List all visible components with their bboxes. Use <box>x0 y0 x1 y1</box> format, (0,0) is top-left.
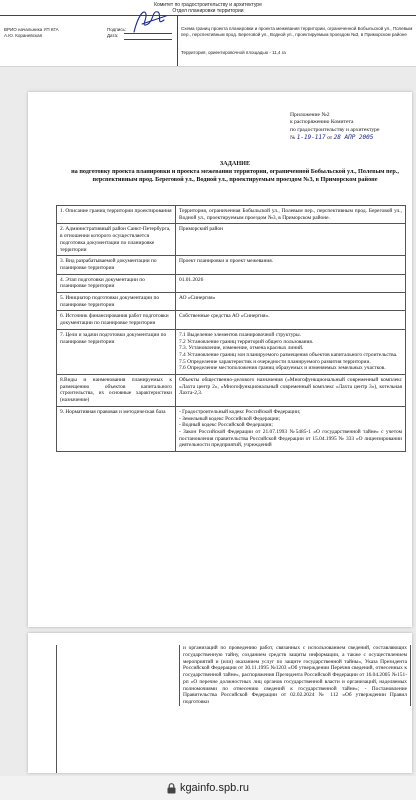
row-label: 6. Источник финансирования работ подготовки документации по планировке территории <box>57 311 176 329</box>
approval-header <box>0 2 416 14</box>
task-table <box>56 205 406 452</box>
table-row <box>57 406 406 451</box>
table-row <box>57 293 406 311</box>
task-title <box>70 160 400 184</box>
appendix-block <box>290 112 408 143</box>
row-value: Проект планировки и проект межевания. <box>176 256 406 274</box>
row-label: 9. Нормативная правовая и методическая база <box>57 406 176 451</box>
date-label: Дата: <box>107 33 119 38</box>
document-page-1 <box>28 92 412 627</box>
order-date: 28 АПР 2005 <box>333 134 374 142</box>
appendix-line3: по градостроительству и архитектуре <box>290 126 380 133</box>
approval-sheet <box>0 0 416 67</box>
row-label: 7. Цели и задачи подготовки документации по планировке территории <box>57 329 176 374</box>
department-name: Отдел планировки территории <box>172 8 244 14</box>
browser-address-bar[interactable] <box>0 776 416 800</box>
committee-name: Комитет по градостроительству и архитектуре <box>154 2 262 8</box>
column-divider <box>177 16 178 66</box>
row-label: 2. Административный район Санкт-Петербурга, в отношении которого осуществляется подготовка документации по планировке территории <box>57 224 176 256</box>
header-divider <box>0 15 416 16</box>
table-row <box>57 256 406 274</box>
sign-label: Подпись: <box>107 27 127 32</box>
task-subheading: на подготовку проекта планировки и проекта межевания территории, ограниченной Бобыльской ул., Полевым пер., перспективным прод. Береговой ул., Водной ул., проектируемым проездом №3, в Приморском районе <box>71 168 399 183</box>
row-value: Территория, ограниченная Бобыльской ул., Полевым пер., перспективным прод. Береговой ул., Водной ул., проектируемым проездом №3, в Приморском районе. <box>176 206 406 224</box>
row-value: АО «Синергия» <box>176 293 406 311</box>
row-value: 7.1 Выделение элементов планировочной структуры. 7.2 Установление границ территорий общего пользования. 7.3. Установление, изменение, отмена красных линий. 7.4 Установление границ зон планируемого размещения объектов капитального строительства. 7.5 Определение характеристик и очередности планируемого развития территории. 7.6 Определение местоположения границ образуемых и изменяемых земельных участков. <box>176 329 406 374</box>
row-value: - Градостроительный кодекс Российской Федерации; - Земельный кодекс Российской Федерации; - Водный кодекс Российской Федерации; - Закон Российской Федерации от 21.07.1993 №5485-1 «О государственной тайне» с учетом постановления правительства Российской Федерации от 15.04.1995 № 333 «О лицензировании деятельности предприятий, учреждений <box>176 406 406 451</box>
signer-name: А.Ю. Кораневская <box>4 33 43 38</box>
row-value: Объекты общественно-делового назначения («Многофункциональный современный комплекс «Лахта центр 2», «Многофункциональный современный комплекс «Лахта центр 3»), котельная Лахта-2,3. <box>176 375 406 407</box>
continued-legal-text: и организаций по проведению работ, связанных с использованием сведений, составляющих государственную тайну, созданием средств защиты информации, а также с осуществлением мероприятий и (или) оказанием услуг по защите государственной тайны», Указа Президента Российской Федерации от 30.11.1995 №1203 «Об утверждении Перечня сведений, отнесенных к государственной тайне», распоряжения Президента Российской Федерации от 16.04.2005 №151-рп «О перечне должностных лиц органов государственной власти и организаций, наделяемых полномочиями по отнесению сведений к государственной тайне»; - Постановление Правительства Российской Федерации от 02.02.2024 № 112 «Об утверждении Правил подготовки <box>179 645 411 706</box>
signer-position: ВРИО начальника УП КГА <box>4 27 59 32</box>
table-row <box>57 375 406 407</box>
table-row <box>57 311 406 329</box>
row-label: 1. Описание границ территории проектирования <box>57 206 176 224</box>
date-line <box>124 39 172 40</box>
lock-icon <box>167 783 176 794</box>
row-value: 01.01.2026 <box>176 274 406 292</box>
row-label: 3. Вид разрабатываемой документации по планировке территории <box>57 256 176 274</box>
row-label: 5. Инициатор подготовки документации по планировке территории <box>57 293 176 311</box>
row-value: Приморский район <box>176 224 406 256</box>
url-text[interactable]: kgainfo.spb.ru <box>179 782 250 794</box>
scheme-subject: Схема границ проекта планировки и проекта межевания территории, ограниченной Бобыльской ул., Полевым пер., перспективным прод. Береговой ул., Водной ул., проектируемым проездом №3, в Приморском районе <box>181 26 413 37</box>
row-label: 8.Виды и наименования планируемых к размещению объектов капитального строительства, их основные характеристики (назначение) <box>57 375 176 407</box>
table-row <box>57 206 406 224</box>
table-row <box>57 224 406 256</box>
row-value: Собственные средства АО «Синергия». <box>176 311 406 329</box>
territory-area: Территория, ориентировочной площадью - 11,4 га <box>181 50 286 55</box>
handwritten-signature <box>128 6 170 36</box>
appendix-title: Приложение №2 <box>290 112 330 118</box>
table-row <box>57 274 406 292</box>
order-number: 1-19-117 <box>296 134 326 142</box>
table-row <box>57 329 406 374</box>
table-left-column <box>56 645 180 773</box>
task-heading: ЗАДАНИЕ <box>219 160 251 167</box>
appendix-number-line: № 1-19-117 от 28 АПР 2005 <box>290 134 374 142</box>
row-label: 4. Этап подготовки документации по планировке территории <box>57 274 176 292</box>
appendix-line2: к распоряжению Комитета <box>290 119 354 126</box>
document-page-2 <box>28 633 412 773</box>
